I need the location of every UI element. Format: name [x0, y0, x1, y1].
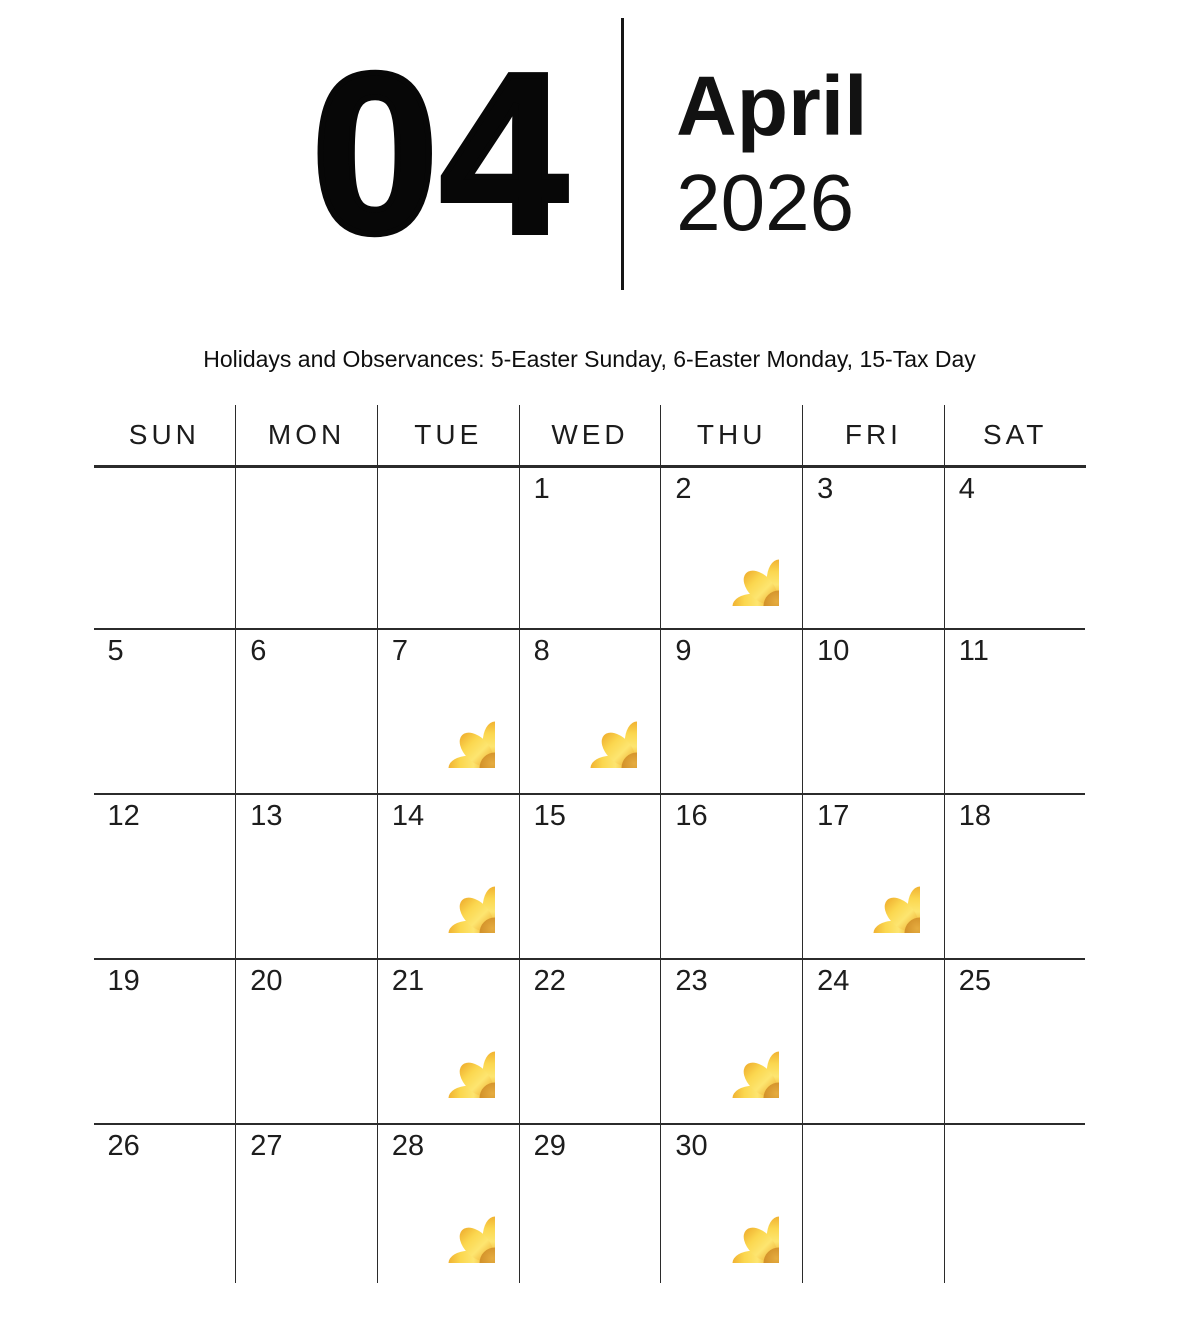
calendar-day-cell-30 — [660, 1125, 802, 1283]
calendar-empty-cell — [944, 1125, 1086, 1283]
calendar-day-cell-19 — [94, 960, 236, 1125]
day-number: 7 — [391, 635, 409, 667]
day-number: 11 — [958, 635, 989, 667]
blossom-flower-icon — [401, 1004, 495, 1098]
weekday-header-thu: THU — [660, 405, 802, 465]
blossom-flower-icon — [401, 1169, 495, 1263]
page-header — [0, 0, 1179, 308]
header-divider-line — [621, 18, 624, 290]
calendar-day-cell-25 — [944, 960, 1086, 1125]
day-number: 25 — [958, 965, 992, 997]
day-number: 16 — [675, 800, 708, 832]
holidays-line: Holidays and Observances: 5-Easter Sunday, 6-Easter Monday, 15-Tax Day — [203, 346, 976, 372]
weekday-header-fri: FRI — [802, 405, 944, 465]
day-number: 24 — [817, 965, 850, 997]
calendar-day-cell-20 — [235, 960, 377, 1125]
calendar-day-cell-7 — [377, 630, 519, 795]
calendar-grid — [94, 405, 1086, 1283]
day-number: 28 — [391, 1130, 425, 1162]
day-number: 9 — [675, 635, 692, 667]
weekday-header-sat: SAT — [944, 405, 1086, 465]
month-number: 04 — [311, 27, 570, 281]
calendar-empty-cell — [235, 468, 377, 630]
day-number — [945, 1125, 1086, 1163]
calendar-day-cell-9 — [660, 630, 802, 795]
calendar-day-cell-12 — [94, 795, 236, 960]
calendar-day-cell-3 — [802, 468, 944, 630]
calendar-day-cell-13 — [235, 795, 377, 960]
calendar-day-cell-24 — [802, 960, 944, 1125]
weekday-header-tue: TUE — [377, 405, 519, 465]
blossom-flower-icon — [685, 512, 779, 606]
day-number: 1 — [533, 473, 550, 505]
calendar-day-cell-16 — [660, 795, 802, 960]
calendar-empty-cell — [94, 468, 236, 630]
calendar-day-cell-29 — [519, 1125, 661, 1283]
calendar-day-cell-14 — [377, 795, 519, 960]
day-number: 22 — [533, 965, 566, 997]
year: 2026 — [676, 158, 855, 248]
blossom-flower-icon — [543, 674, 637, 768]
day-number: 26 — [107, 1130, 140, 1162]
blossom-flower-icon — [685, 1004, 779, 1098]
calendar-day-cell-5 — [94, 630, 236, 795]
calendar-day-cell-10 — [802, 630, 944, 795]
calendar-day-cell-8 — [519, 630, 661, 795]
blossom-flower-icon — [401, 839, 495, 933]
calendar-empty-cell — [377, 468, 519, 630]
calendar-day-cell-21 — [377, 960, 519, 1125]
calendar-day-cell-15 — [519, 795, 661, 960]
calendar-day-cell-26 — [94, 1125, 236, 1283]
calendar-day-cell-1 — [519, 468, 661, 630]
day-number: 20 — [250, 965, 283, 997]
calendar-day-cell-22 — [519, 960, 661, 1125]
calendar-day-cell-18 — [944, 795, 1086, 960]
calendar-day-cell-17 — [802, 795, 944, 960]
month-name: April — [676, 59, 868, 154]
day-number: 10 — [817, 635, 850, 667]
day-number: 8 — [533, 635, 550, 667]
calendar-body — [94, 468, 1086, 1283]
month-year-block — [676, 57, 867, 251]
day-number: 23 — [675, 965, 708, 997]
weekday-header-wed: WED — [519, 405, 661, 465]
day-number: 14 — [391, 800, 425, 832]
day-number: 5 — [107, 635, 124, 667]
day-number — [236, 468, 377, 506]
day-number: 19 — [107, 965, 140, 997]
day-number: 27 — [250, 1130, 283, 1162]
day-number: 3 — [817, 473, 834, 505]
day-number: 17 — [817, 800, 850, 832]
calendar-day-cell-6 — [235, 630, 377, 795]
calendar-day-cell-23 — [660, 960, 802, 1125]
day-number: 13 — [250, 800, 283, 832]
day-number: 29 — [533, 1130, 566, 1162]
day-number: 18 — [958, 800, 992, 832]
calendar-day-cell-27 — [235, 1125, 377, 1283]
calendar-day-cell-11 — [944, 630, 1086, 795]
day-number — [94, 468, 236, 506]
blossom-flower-icon — [401, 674, 495, 768]
day-number: 15 — [533, 800, 566, 832]
day-number: 4 — [958, 473, 975, 505]
weekday-header-sun: SUN — [128, 419, 200, 450]
day-number: 21 — [391, 965, 425, 997]
day-number: 2 — [675, 473, 692, 505]
day-number — [803, 1125, 944, 1163]
blossom-flower-icon — [685, 1169, 779, 1263]
calendar-day-cell-28 — [377, 1125, 519, 1283]
calendar-empty-cell — [802, 1125, 944, 1283]
calendar-day-cell-4 — [944, 468, 1086, 630]
calendar-day-cell-2 — [660, 468, 802, 630]
blossom-flower-icon — [826, 839, 920, 933]
day-number: 6 — [250, 635, 267, 667]
day-number — [378, 468, 519, 506]
day-number: 12 — [107, 800, 140, 832]
calendar-weekday-header — [94, 405, 1086, 468]
weekday-header-mon: MON — [235, 405, 377, 465]
day-number: 30 — [675, 1130, 708, 1162]
